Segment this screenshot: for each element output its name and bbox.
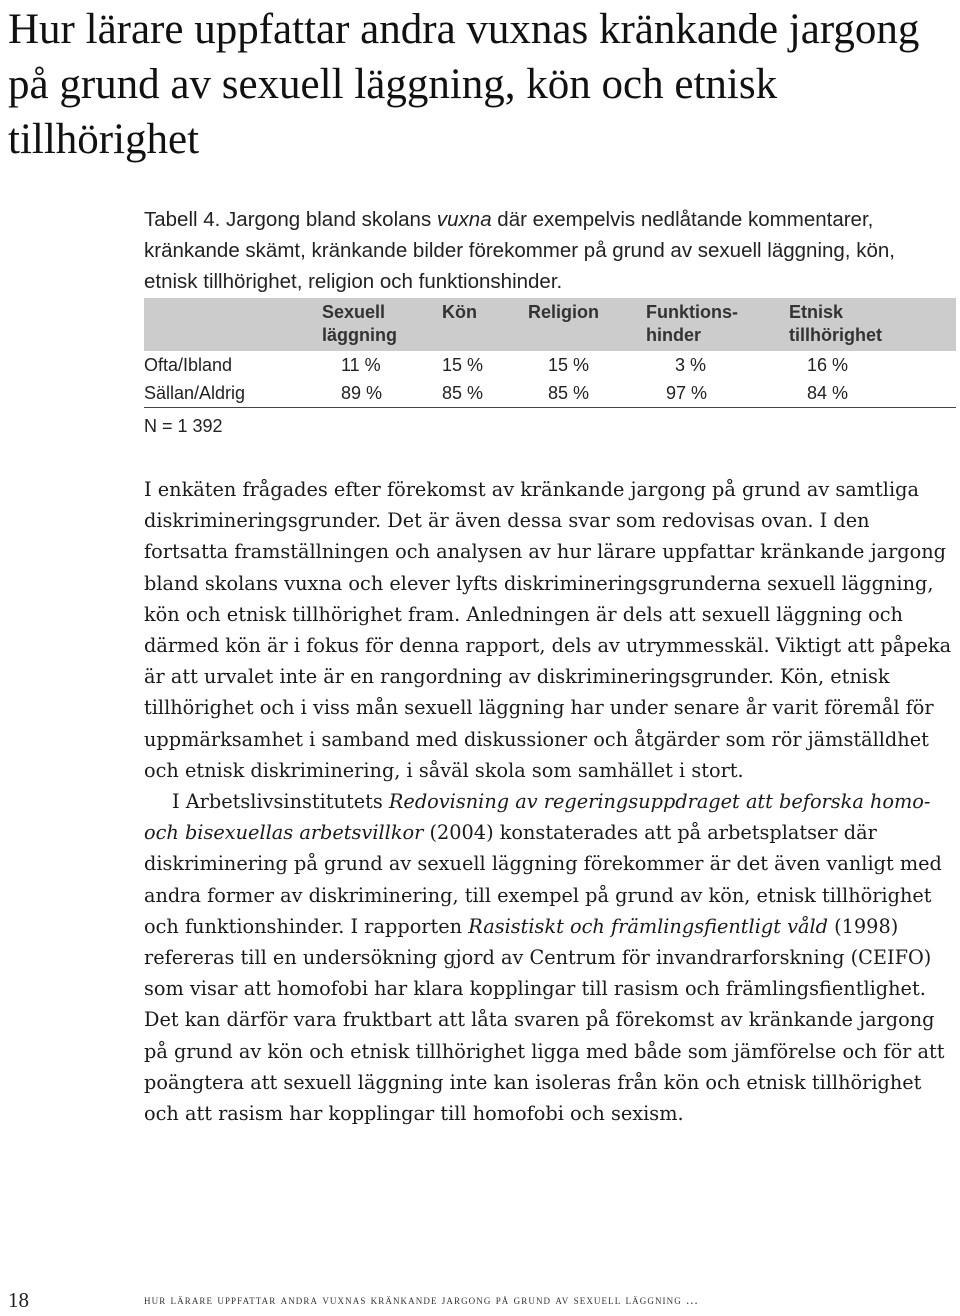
- table-cell: 89 %: [322, 379, 442, 408]
- cited-report-title: Redovisning av regeringsuppdraget att beforska homo- och bisexuellas arbetsvillkor: [144, 790, 931, 845]
- table-cell: 15 %: [442, 355, 484, 375]
- table-header-cell: Kön: [442, 302, 477, 322]
- table-header-cell: Etnisk tillhörighet: [789, 302, 882, 345]
- results-table: [144, 298, 956, 408]
- table-caption-text-end: där exempelvis nedlåtande kommentarer, kränkande skämt, kränkande bilder förekommer på grund av sexuell läggning, kön, etnisk tillhörighet, religion och funktionshinder.: [144, 208, 895, 293]
- table-cell: 11 %: [341, 355, 381, 375]
- table-cell: 85 %: [442, 379, 528, 408]
- table-header-cell: Funktions- hinder: [646, 302, 738, 345]
- page-number: 18: [8, 1288, 29, 1312]
- body-text: [144, 474, 956, 1129]
- table-cell: 15 %: [548, 355, 590, 375]
- body-paragraph: I Arbetslivsinstitutets Redovisning av regeringsuppdraget att beforska homo- och bisexuellas arbetsvillkor (2004) konstaterades att på arbetsplatser där diskriminering på grund av sexuell läggning förekommer är det även vanligt med andra former av diskriminering, till exempel på grund av kön, etnisk tillhörighet och funktionshinder. I rapporten Rasistiskt och främlingsfientligt våld (1998) refereras till en undersökning gjord av Centrum för invandrarforskning (CEIFO) som visar att homofobi har klara kopplingar till rasism och främlingsfientlighet. Det kan därför vara fruktbart att låta svaren på förekomst av kränkande jargong på grund av kön och etnisk tillhörighet ligga med både som jämförelse och för att poängtera att sexuell läggning inte kan isoleras från kön och etnisk tillhörighet och att rasism har kopplingar till homofobi och sexism.: [144, 790, 945, 1126]
- table-caption-text: Jargong bland skolans: [220, 208, 437, 231]
- sample-size-note: N = 1 392: [144, 416, 223, 436]
- table-cell: 3 %: [675, 355, 707, 375]
- table-header-empty: [144, 298, 322, 351]
- table-row-label: Ofta/Ibland: [144, 355, 233, 375]
- table-row: [144, 379, 956, 408]
- table-cell: 16 %: [807, 355, 849, 375]
- table-caption: [144, 204, 944, 297]
- table-cell: 84 %: [789, 379, 956, 408]
- table-caption-italic: vuxna: [436, 208, 492, 231]
- table-cell: 97 %: [646, 379, 789, 408]
- page-title: Hur lärare uppfattar andra vuxnas kränkande jargong på grund av sexuell läggning, kön och etnisk tillhörighet: [8, 6, 920, 163]
- table-header-cell: Religion: [528, 302, 599, 322]
- table-header-cell: Sexuell läggning: [322, 302, 397, 345]
- table-caption-label: Tabell 4.: [144, 208, 221, 231]
- table-row-label: Sällan/Aldrig: [144, 379, 322, 408]
- table-cell: 85 %: [528, 379, 646, 408]
- running-title: hur lärare uppfattar andra vuxnas kränkande jargong på grund av sexuell läggning ...: [144, 1293, 699, 1307]
- table-header-row: [144, 298, 956, 351]
- cited-report-title: Rasistiskt och främlingsfientligt våld: [468, 914, 828, 938]
- table-row: [144, 351, 956, 379]
- body-paragraph: I enkäten frågades efter förekomst av kränkande jargong på grund av samtliga diskrimineringsgrunder. Det är även dessa svar som redovisas ovan. I den fortsatta framställningen och analysen av hur lärare uppfattar kränkande jargong bland skolans vuxna och elever lyfts diskrimineringsgrunderna sexuell läggning, kön och etnisk tillhörighet fram. Anledningen är dels att sexuell läggning och därmed kön är i fokus för denna rapport, dels av utrymmesskäl. Viktigt att påpeka är att urvalet inte är en rangordning av diskrimineringsgrunder. Kön, etnisk tillhörighet och i viss mån sexuell läggning har under senare år varit föremål för uppmärksamhet i samband med diskussioner och åtgärder som rör jämställdhet och etnisk diskriminering, i såväl skola som samhället i stort.: [144, 478, 952, 782]
